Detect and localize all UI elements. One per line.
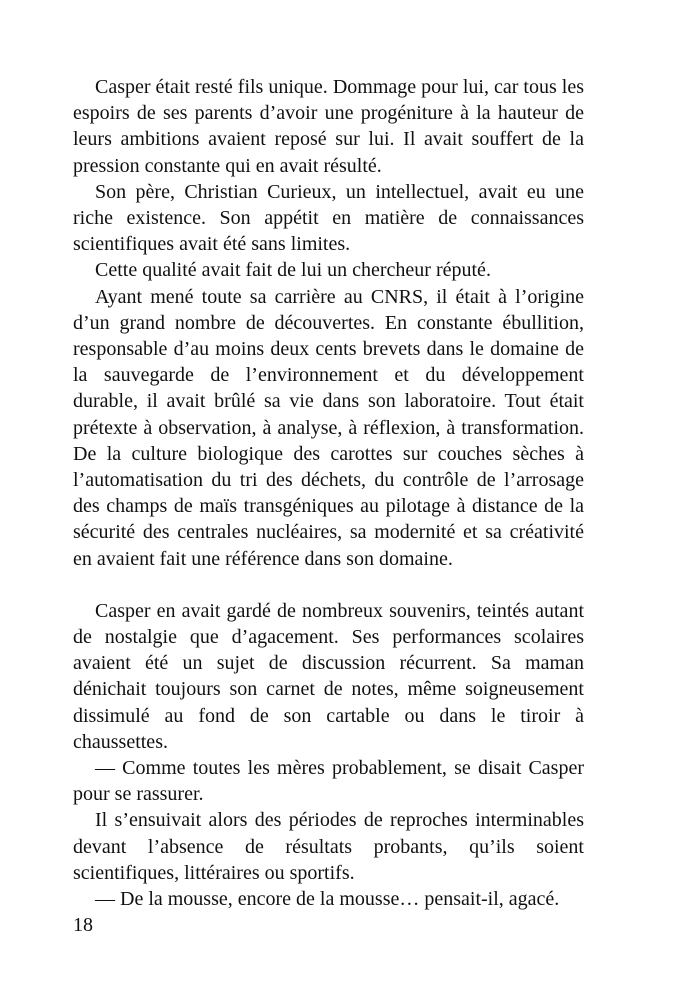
paragraph: Casper était resté fils unique. Dommage pour lui, car tous les espoirs de ses parents d’avoir une progéniture à la hauteur de leurs ambitions avaient reposé sur lui. Il avait souffert de la pression constante qui en avait résulté. [73,76,584,177]
body-text [73,74,584,912]
paragraph: Il s’ensuivait alors des périodes de reproches interminables devant l’absence de résultats probants, qu’ils soient scientifiques, littéraires ou sportifs. [73,809,584,884]
paragraph: Casper en avait gardé de nombreux souvenirs, teintés autant de nostalgie que d’agacement. Ses performances scolaires avaient été un sujet de discussion récurrent. Sa maman dénichait toujours son carnet de notes, même soigneusement dissimulé au fond de son cartable ou dans le tiroir à chaussettes. [73,599,584,753]
paragraph: Son père, Christian Curieux, un intellectuel, avait eu une riche existence. Son appétit en matière de connaissances scientifiques avait été sans limites. [73,180,584,256]
paragraph: Cette qualité avait fait de lui un chercheur réputé. [95,259,491,282]
paragraph: Ayant mené toute sa carrière au CNRS, il était à l’origine d’un grand nombre de découvertes. En constante ébullition, responsable d’au moins deux cents brevets dans le domaine de la sauvegarde de l’environnement et du développement durable, il avait brûlé sa vie dans son laboratoire. Tout était prétexte à observation, à analyse, à réflexion, à transformation. De la culture biologique des carottes sur couches sèches à l’automatisation du tri des déchets, du contrôle de l’arrosage des champs de maïs transgéniques au pilotage à distance de la sécurité des centrales nucléaires, sa modernité et sa créativité en avaient fait une référence dans son domaine. [73,285,584,570]
dialogue-line: — Comme toutes les mères probablement, se disait Casper pour se rassurer. [73,757,584,806]
page-number: 18 [73,914,93,936]
dialogue-line: — De la mousse, encore de la mousse… pensait-il, agacé. [95,888,560,911]
section-break [73,572,584,598]
